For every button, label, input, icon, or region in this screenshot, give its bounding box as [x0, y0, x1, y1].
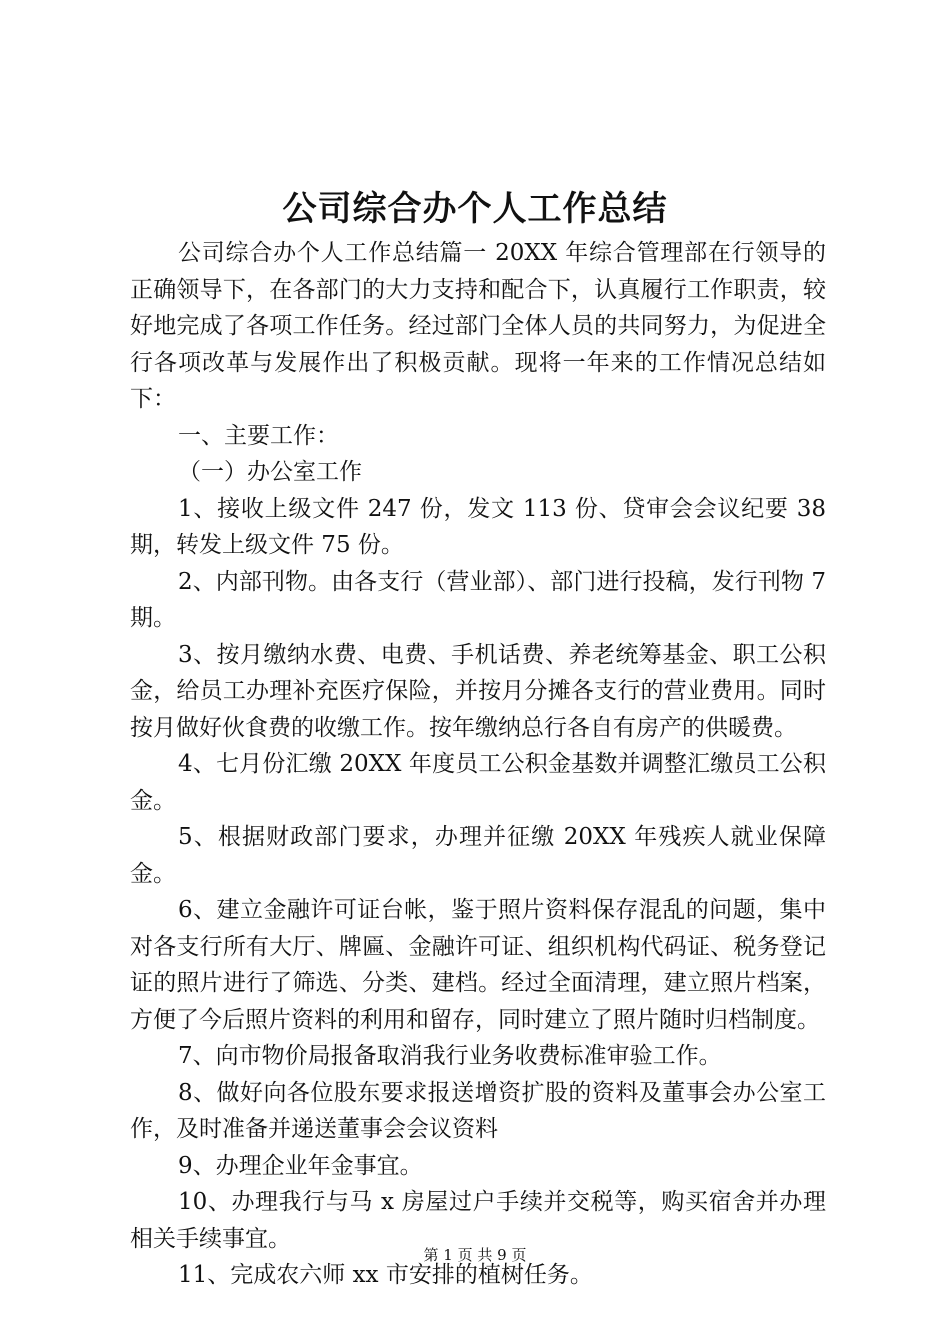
document-title: 公司综合办个人工作总结: [282, 189, 668, 229]
list-item-2: 2、内部刊物。由各支行（营业部）、部门进行投稿，发行刊物 7 期。: [130, 568, 826, 631]
list-item-4: 4、七月份汇缴 20XX 年度员工公积金基数并调整汇缴员工公积金。: [130, 751, 826, 814]
list-item-7: 7、向市物价局报备取消我行业务收费标准审验工作。: [178, 1043, 722, 1069]
list-item-3: 3、按月缴纳水费、电费、手机话费、养老统筹基金、职工公积金，给员工办理补充医疗保险，并按月分摊各支行的营业费用。同时按月做好伙食费的收缴工作。按年缴纳总行各自有房产的供暖费。: [130, 641, 826, 741]
page-footer: 第 1 页 共 9 页: [423, 1246, 527, 1264]
list-item-6: 6、建立金融许可证台帐，鉴于照片资料保存混乱的问题，集中对各支行所有大厅、牌匾、金融许可证、组织机构代码证、税务登记证的照片进行了筛选、分类、建档。经过全面清理，建立照片档案，方便了今后照片资料的利用和留存，同时建立了照片随时归档制度。: [130, 897, 826, 1033]
list-item-10: 10、办理我行与马 x 房屋过户手续并交税等，购买宿舍并办理相关手续事宜。: [130, 1189, 826, 1252]
document-body: [130, 235, 826, 1294]
list-item-8: 8、做好向各位股东要求报送增资扩股的资料及董事会办公室工作，及时准备并递送董事会会议资料: [130, 1079, 826, 1142]
subsection-heading-office-work: （一）办公室工作: [178, 459, 362, 485]
paragraph-intro: 公司综合办个人工作总结篇一 20XX 年综合管理部在行领导的正确领导下，在各部门的大力支持和配合下，认真履行工作职责，较好地完成了各项工作任务。经过部门全体人员的共同努力，为促进全行各项改革与发展作出了积极贡献。现将一年来的工作情况总结如下：: [130, 240, 826, 412]
list-item-9: 9、办理企业年金事宜。: [178, 1152, 423, 1179]
section-heading-main-work: 一、主要工作：: [178, 422, 339, 449]
list-item-11: 11、完成农六师 xx 市安排的植树任务。: [178, 1262, 593, 1288]
list-item-5: 5、根据财政部门要求，办理并征缴 20XX 年残疾人就业保障金。: [130, 824, 826, 887]
list-item-1: 1、接收上级文件 247 份，发文 113 份、贷审会会议纪要 38 期，转发上级文件 75 份。: [130, 495, 826, 558]
